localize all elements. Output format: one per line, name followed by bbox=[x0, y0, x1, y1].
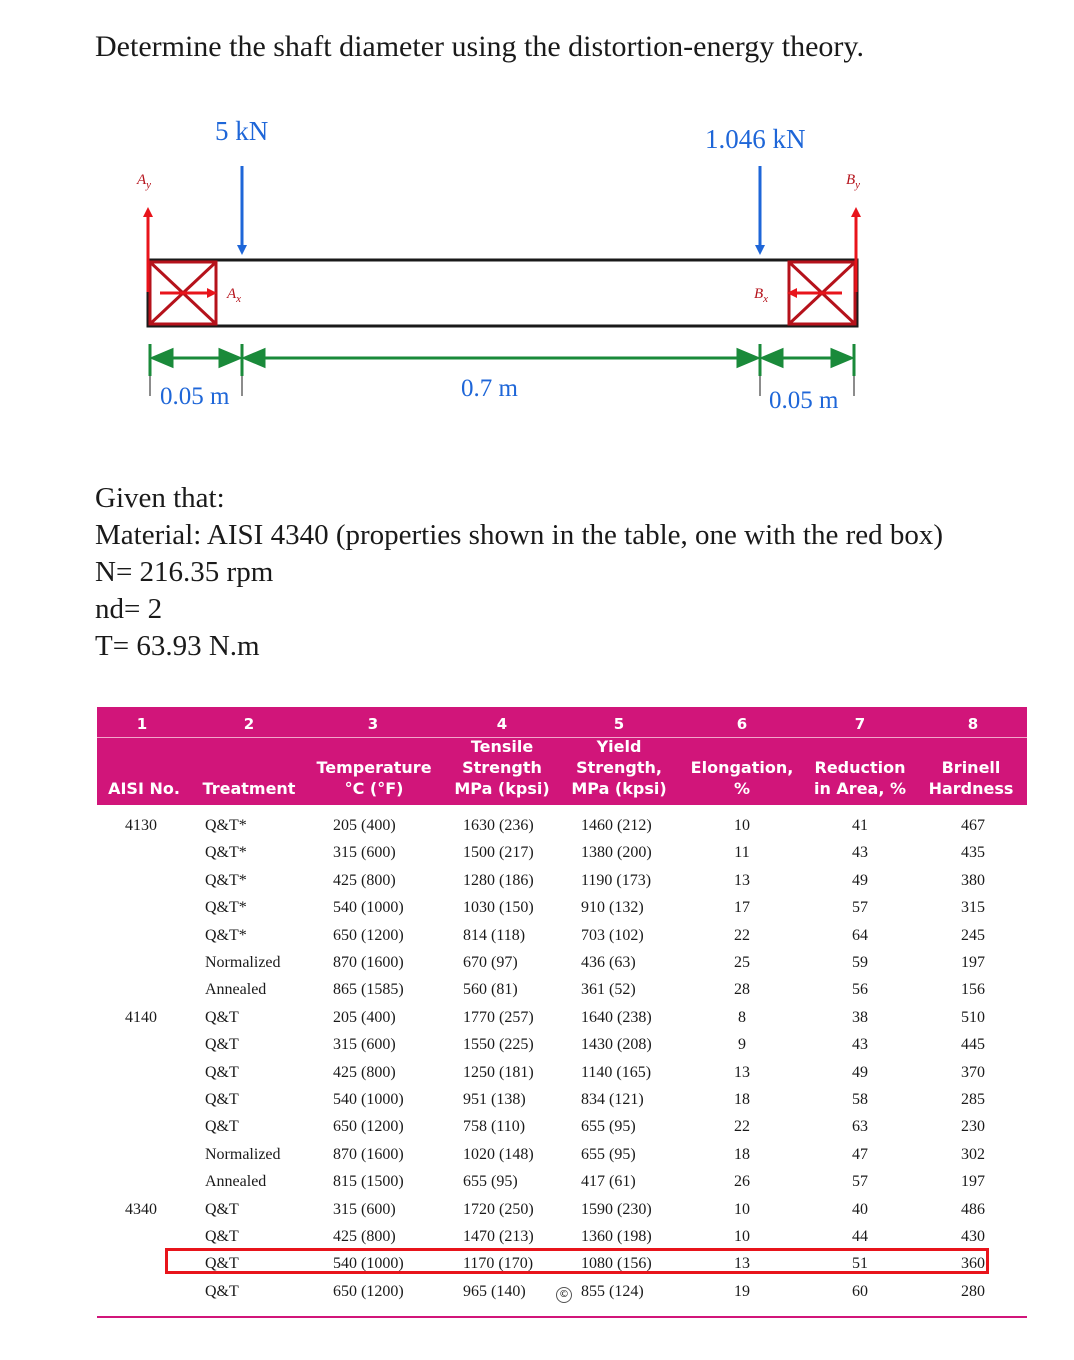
table-row bbox=[97, 1197, 1027, 1224]
cell-elongation: 11 bbox=[734, 844, 750, 862]
cell-treatment: Normalized bbox=[205, 1145, 281, 1163]
col-number: 5 bbox=[613, 715, 625, 733]
table-row bbox=[97, 1224, 1027, 1251]
cell-yield: 417 (61) bbox=[581, 1173, 636, 1191]
cell-treatment: Q&T* bbox=[205, 926, 247, 944]
cell-brinell: 445 bbox=[961, 1036, 985, 1054]
cell-treatment: Q&T bbox=[205, 1282, 239, 1300]
cell-elongation: 10 bbox=[734, 1200, 750, 1218]
cell-elongation: 18 bbox=[734, 1145, 750, 1163]
col-number: 7 bbox=[854, 715, 866, 733]
cell-yield: 1190 (173) bbox=[581, 871, 652, 889]
given-block bbox=[95, 480, 943, 665]
table-row bbox=[97, 1169, 1027, 1196]
table-row bbox=[97, 813, 1027, 840]
cell-tensile: 1770 (257) bbox=[463, 1008, 534, 1026]
cell-brinell: 370 bbox=[961, 1063, 985, 1081]
cell-elongation: 9 bbox=[738, 1036, 746, 1054]
cell-brinell: 230 bbox=[961, 1118, 985, 1136]
force-right-label: 1.046 kN bbox=[705, 124, 806, 154]
cell-brinell: 510 bbox=[961, 1008, 985, 1026]
properties-table bbox=[97, 707, 1027, 1300]
cell-treatment: Q&T bbox=[205, 1036, 239, 1054]
reaction-ay-label: $A_y$ bbox=[137, 172, 152, 191]
cell-treatment: Q&T* bbox=[205, 844, 247, 862]
cell-yield: 1640 (238) bbox=[581, 1008, 652, 1026]
cell-reduction: 49 bbox=[852, 871, 868, 889]
cell-elongation: 13 bbox=[734, 871, 750, 889]
cell-yield: 1430 (208) bbox=[581, 1036, 652, 1054]
cell-elongation: 22 bbox=[734, 926, 750, 944]
cell-temperature: 315 (600) bbox=[333, 1200, 396, 1218]
table-row bbox=[97, 895, 1027, 922]
cell-brinell: 197 bbox=[961, 954, 985, 971]
cell-brinell: 486 bbox=[961, 1200, 985, 1218]
shaft bbox=[148, 260, 857, 326]
cell-reduction: 56 bbox=[852, 981, 868, 999]
header-divider bbox=[97, 737, 1027, 738]
reaction-bx-label: $B_x$ bbox=[754, 286, 769, 305]
cell-yield: 1360 (198) bbox=[581, 1228, 652, 1245]
header-aisi: AISI No. bbox=[108, 779, 180, 798]
cell-yield: 834 (121) bbox=[581, 1091, 644, 1108]
cell-brinell: 285 bbox=[961, 1091, 985, 1108]
cell-reduction: 64 bbox=[852, 926, 868, 944]
cell-tensile: 1030 (150) bbox=[463, 899, 534, 917]
header-temperature: Temperature °C (°F) bbox=[316, 758, 432, 798]
cell-treatment: Q&T bbox=[205, 1063, 239, 1081]
cell-tensile: 560 (81) bbox=[463, 981, 518, 999]
cell-treatment: Q&T bbox=[205, 1200, 239, 1218]
table-row bbox=[97, 1032, 1027, 1059]
cell-temperature: 870 (1600) bbox=[333, 954, 404, 971]
cell-yield: 703 (102) bbox=[581, 926, 644, 944]
cell-tensile: 951 (138) bbox=[463, 1091, 526, 1108]
cell-yield: 910 (132) bbox=[581, 899, 644, 917]
cell-brinell: 245 bbox=[961, 926, 985, 944]
header-tensile: Tensile Strength MPa (kpsi) bbox=[454, 737, 550, 798]
cell-treatment: Q&T* bbox=[205, 871, 247, 889]
cell-treatment: Q&T bbox=[205, 1008, 239, 1026]
cell-brinell: 380 bbox=[961, 871, 985, 889]
cell-temperature: 650 (1200) bbox=[333, 1282, 404, 1300]
cell-reduction: 43 bbox=[852, 844, 868, 862]
cell-tensile: 965 (140) bbox=[463, 1282, 526, 1300]
cell-brinell: 467 bbox=[961, 817, 985, 834]
cell-tensile: 814 (118) bbox=[463, 926, 526, 944]
table-row bbox=[97, 1005, 1027, 1032]
cell-tensile: 1020 (148) bbox=[463, 1145, 534, 1163]
cell-elongation: 22 bbox=[734, 1118, 750, 1136]
given-speed: N= 216.35 rpm bbox=[95, 556, 274, 588]
header-elongation: Elongation, % bbox=[690, 758, 794, 798]
table-row bbox=[97, 1114, 1027, 1141]
table-bottom-rule bbox=[97, 1316, 1027, 1318]
cell-tensile: 1280 (186) bbox=[463, 871, 534, 889]
table-header bbox=[97, 707, 1027, 805]
cell-reduction: 57 bbox=[852, 899, 868, 917]
cell-treatment: Q&T bbox=[205, 1228, 239, 1245]
cell-temperature: 425 (800) bbox=[333, 1228, 396, 1245]
cell-elongation: 10 bbox=[734, 1228, 750, 1245]
cell-aisi: 4140 bbox=[125, 1008, 157, 1026]
col-number: 3 bbox=[367, 715, 379, 733]
cell-elongation: 28 bbox=[734, 981, 750, 999]
cell-temperature: 425 (800) bbox=[333, 1063, 396, 1081]
cell-reduction: 59 bbox=[852, 954, 868, 971]
cell-yield: 1380 (200) bbox=[581, 844, 652, 862]
cell-brinell: 280 bbox=[961, 1282, 985, 1300]
cell-brinell: 360 bbox=[961, 1255, 985, 1273]
cell-yield: 655 (95) bbox=[581, 1118, 636, 1136]
cell-brinell: 430 bbox=[961, 1228, 985, 1245]
cell-reduction: 57 bbox=[852, 1173, 868, 1191]
cell-tensile: 1170 (170) bbox=[463, 1255, 534, 1273]
table-row bbox=[97, 977, 1027, 1004]
cell-aisi: 4340 bbox=[125, 1200, 157, 1218]
cell-elongation: 13 bbox=[734, 1255, 750, 1273]
header-yield: Yield Strength, MPa (kpsi) bbox=[571, 737, 667, 798]
cell-reduction: 41 bbox=[852, 817, 868, 834]
cell-elongation: 18 bbox=[734, 1091, 750, 1108]
cell-aisi: 4130 bbox=[125, 817, 157, 834]
col-number: 6 bbox=[736, 715, 748, 733]
table-row bbox=[97, 923, 1027, 950]
problem-title: Determine the shaft diameter using the distortion-energy theory. bbox=[95, 30, 864, 63]
table-row bbox=[97, 1060, 1027, 1087]
reaction-by-label: $B_y$ bbox=[846, 172, 861, 191]
cell-reduction: 51 bbox=[852, 1255, 868, 1273]
cell-yield: 655 (95) bbox=[581, 1145, 636, 1163]
cell-tensile: 1630 (236) bbox=[463, 817, 534, 834]
cell-treatment: Q&T* bbox=[205, 817, 247, 834]
cell-yield: 361 (52) bbox=[581, 981, 636, 999]
cell-reduction: 44 bbox=[852, 1228, 868, 1245]
cell-temperature: 425 (800) bbox=[333, 871, 396, 889]
dim-left-label: 0.05 m bbox=[160, 383, 230, 410]
given-material: Material: AISI 4340 (properties shown in the table, one with the red box) bbox=[95, 519, 944, 551]
cell-brinell: 302 bbox=[961, 1145, 985, 1163]
header-reduction: Reduction in Area, % bbox=[813, 758, 907, 798]
cell-temperature: 865 (1585) bbox=[333, 981, 404, 999]
cell-yield: 436 (63) bbox=[581, 954, 636, 971]
cell-reduction: 58 bbox=[852, 1091, 868, 1108]
cell-brinell: 197 bbox=[961, 1173, 985, 1191]
col-number: 1 bbox=[136, 715, 148, 733]
cell-treatment: Normalized bbox=[205, 954, 281, 971]
cell-yield: 1460 (212) bbox=[581, 817, 652, 834]
given-design-factor: nd= 2 bbox=[95, 593, 163, 625]
table-row bbox=[97, 840, 1027, 867]
cell-treatment: Q&T* bbox=[205, 899, 247, 917]
table-row bbox=[97, 1142, 1027, 1169]
cell-brinell: 315 bbox=[961, 899, 985, 917]
header-brinell: Brinell Hardness bbox=[928, 758, 1014, 798]
cell-tensile: 758 (110) bbox=[463, 1118, 526, 1136]
cell-temperature: 870 (1600) bbox=[333, 1145, 404, 1163]
cell-tensile: 1500 (217) bbox=[463, 844, 534, 862]
cell-temperature: 315 (600) bbox=[333, 844, 396, 862]
cell-reduction: 38 bbox=[852, 1008, 868, 1026]
cell-yield: 1080 (156) bbox=[581, 1255, 652, 1273]
cell-brinell: 435 bbox=[961, 844, 985, 862]
cell-tensile: 1470 (213) bbox=[463, 1228, 534, 1245]
cell-treatment: Q&T bbox=[205, 1255, 239, 1273]
cell-treatment: Annealed bbox=[205, 981, 267, 999]
cell-tensile: 1250 (181) bbox=[463, 1063, 534, 1081]
col-number: 8 bbox=[967, 715, 979, 733]
dimension-lines bbox=[150, 344, 854, 376]
selected-row-highlight bbox=[165, 1248, 989, 1274]
cell-elongation: 19 bbox=[734, 1282, 750, 1300]
cell-temperature: 540 (1000) bbox=[333, 1091, 404, 1108]
cell-temperature: 540 (1000) bbox=[333, 899, 404, 917]
cell-elongation: 17 bbox=[734, 899, 750, 917]
cell-temperature: 540 (1000) bbox=[333, 1255, 404, 1273]
cell-tensile: 670 (97) bbox=[463, 954, 518, 971]
col-number: 4 bbox=[496, 715, 508, 733]
table-row bbox=[97, 950, 1027, 977]
cell-elongation: 26 bbox=[734, 1173, 750, 1191]
cell-reduction: 47 bbox=[852, 1145, 868, 1163]
cell-yield: 855 (124) bbox=[581, 1282, 644, 1300]
col-number: 2 bbox=[243, 715, 255, 733]
given-heading: Given that: bbox=[95, 482, 225, 514]
dim-mid-label: 0.7 m bbox=[461, 375, 518, 402]
cell-elongation: 8 bbox=[738, 1008, 746, 1026]
table-row bbox=[97, 868, 1027, 895]
cell-brinell: 156 bbox=[961, 981, 985, 999]
cell-reduction: 60 bbox=[852, 1282, 868, 1300]
cell-reduction: 49 bbox=[852, 1063, 868, 1081]
copyright-icon: © bbox=[556, 1287, 572, 1303]
cell-tensile: 1720 (250) bbox=[463, 1200, 534, 1218]
cell-temperature: 315 (600) bbox=[333, 1036, 396, 1054]
shaft-diagram bbox=[0, 100, 1074, 440]
cell-temperature: 650 (1200) bbox=[333, 1118, 404, 1136]
cell-yield: 1590 (230) bbox=[581, 1200, 652, 1218]
cell-yield: 1140 (165) bbox=[581, 1063, 652, 1081]
header-treatment: Treatment bbox=[202, 779, 296, 798]
cell-reduction: 40 bbox=[852, 1200, 868, 1218]
cell-elongation: 25 bbox=[734, 954, 750, 971]
cell-treatment: Q&T bbox=[205, 1091, 239, 1108]
cell-temperature: 205 (400) bbox=[333, 817, 396, 834]
cell-temperature: 205 (400) bbox=[333, 1008, 396, 1026]
cell-temperature: 650 (1200) bbox=[333, 926, 404, 944]
cell-treatment: Q&T bbox=[205, 1118, 239, 1136]
cell-elongation: 10 bbox=[734, 817, 750, 834]
cell-treatment: Annealed bbox=[205, 1173, 267, 1191]
cell-tensile: 1550 (225) bbox=[463, 1036, 534, 1054]
force-left-label: 5 kN bbox=[215, 116, 269, 146]
cell-tensile: 655 (95) bbox=[463, 1173, 518, 1191]
cell-elongation: 13 bbox=[734, 1063, 750, 1081]
reaction-ax-label: $A_x$ bbox=[227, 286, 242, 305]
cell-reduction: 63 bbox=[852, 1118, 868, 1136]
cell-reduction: 43 bbox=[852, 1036, 868, 1054]
cell-temperature: 815 (1500) bbox=[333, 1173, 404, 1191]
table-row bbox=[97, 1087, 1027, 1114]
given-torque: T= 63.93 N.m bbox=[95, 630, 260, 662]
dim-right-label: 0.05 m bbox=[769, 387, 839, 414]
